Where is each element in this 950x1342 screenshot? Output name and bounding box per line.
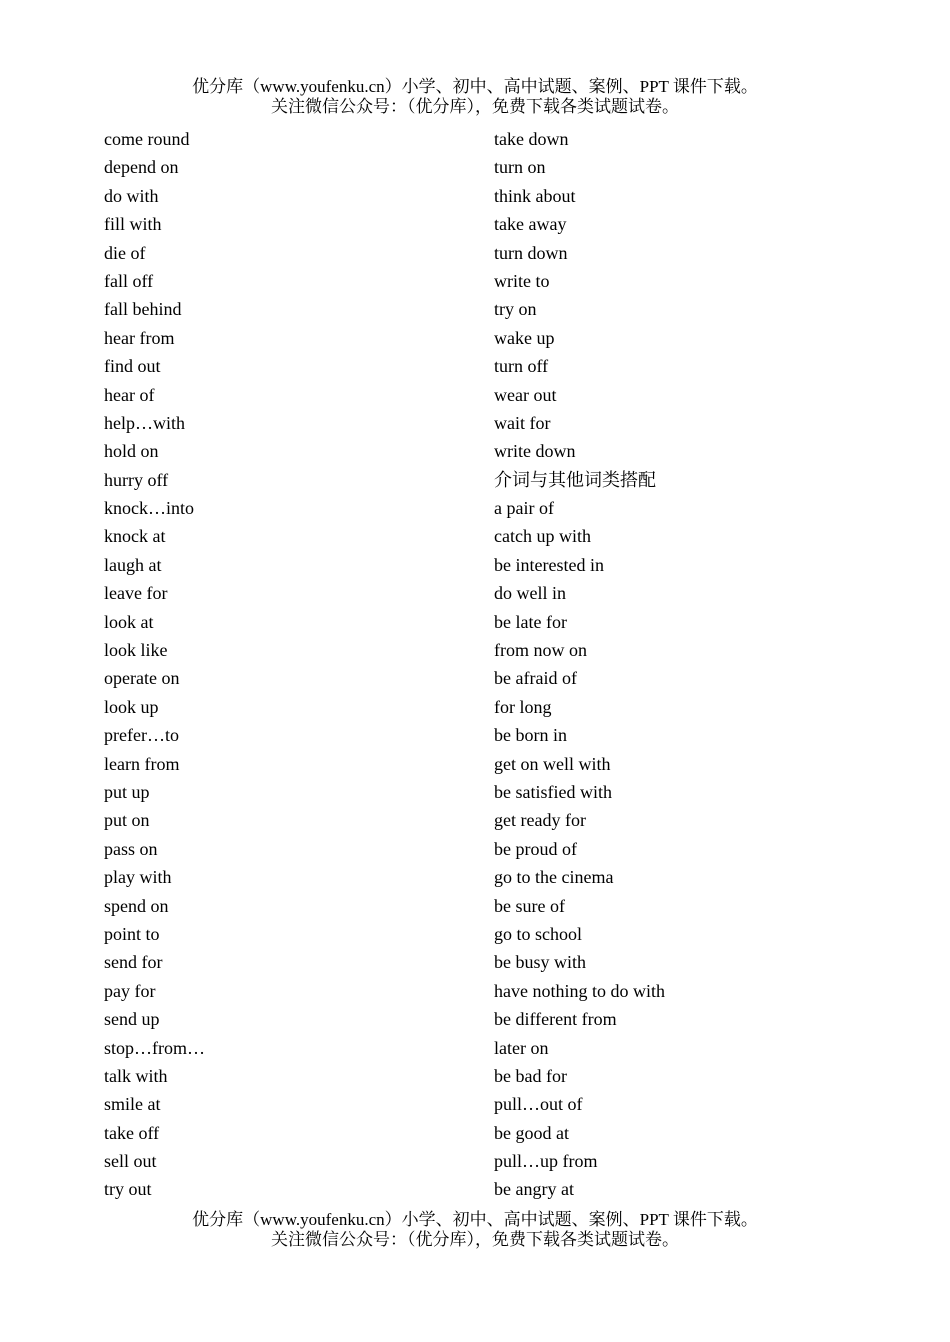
phrase-item: be angry at: [494, 1179, 574, 1200]
phrase-item: from now on: [494, 640, 587, 661]
phrase-item: send up: [104, 1009, 160, 1030]
phrase-item: hear of: [104, 384, 155, 405]
phrase-item: get ready for: [494, 810, 586, 831]
phrase-item: be satisfied with: [494, 781, 612, 802]
phrase-item: talk with: [104, 1065, 168, 1086]
footer-line-1: 优分库（www.youfenku.cn）小学、初中、高中试题、案例、PPT 课件下载。: [192, 1210, 758, 1229]
phrase-item: wear out: [494, 384, 557, 405]
phrase-item: for long: [494, 696, 552, 717]
phrase-item: do with: [104, 185, 159, 206]
phrase-item: turn down: [494, 242, 568, 263]
phrase-item: send for: [104, 952, 163, 973]
phrase-item: be born in: [494, 725, 567, 746]
phrase-item: prefer…to: [104, 725, 179, 746]
right-phrase-column: [494, 125, 665, 1204]
phrase-item: a pair of: [494, 498, 554, 519]
phrase-item: sell out: [104, 1151, 157, 1172]
phrase-item: take off: [104, 1122, 160, 1143]
phrase-item: write down: [494, 441, 576, 462]
phrase-item: put up: [104, 781, 150, 802]
phrase-item: be late for: [494, 611, 567, 632]
phrase-item: hear from: [104, 327, 175, 348]
phrase-item: play with: [104, 867, 172, 888]
phrase-item: do well in: [494, 583, 566, 604]
phrase-item: try on: [494, 299, 537, 320]
phrase-item: come round: [104, 129, 190, 149]
phrase-item: be busy with: [494, 952, 586, 973]
phrase-item: later on: [494, 1037, 549, 1058]
phrase-item: knock…into: [104, 498, 194, 519]
phrase-item: leave for: [104, 583, 168, 604]
phrase-item: get on well with: [494, 753, 611, 774]
phrase-item: 介词与其他词类搭配: [494, 469, 656, 490]
phrase-item: be good at: [494, 1122, 569, 1143]
phrase-item: smile at: [104, 1094, 161, 1115]
phrase-item: find out: [104, 356, 161, 377]
footer-banner: [0, 1210, 950, 1250]
phrase-item: pass on: [104, 838, 158, 859]
phrase-item: write to: [494, 270, 550, 291]
phrase-item: knock at: [104, 526, 166, 547]
phrase-item: turn on: [494, 157, 546, 178]
phrase-item: fill with: [104, 214, 162, 235]
header-line-1: 优分库（www.youfenku.cn）小学、初中、高中试题、案例、PPT 课件下载。: [192, 77, 758, 96]
phrase-item: go to school: [494, 923, 582, 944]
phrase-item: wait for: [494, 412, 551, 433]
phrase-item: look up: [104, 696, 159, 717]
phrase-item: be proud of: [494, 838, 577, 859]
phrase-item: have nothing to do with: [494, 980, 665, 1001]
header-banner: [0, 77, 950, 117]
phrase-item: look at: [104, 611, 154, 632]
phrase-item: stop…from…: [104, 1037, 205, 1058]
footer-line-2: 关注微信公众号：（优分库），免费下载各类试题试卷。: [271, 1230, 679, 1249]
phrase-item: help…with: [104, 412, 185, 433]
header-line-2: 关注微信公众号：（优分库），免费下载各类试题试卷。: [271, 97, 679, 116]
phrase-item: think about: [494, 185, 576, 206]
phrase-item: fall behind: [104, 299, 182, 320]
phrase-item: look like: [104, 640, 168, 661]
phrase-item: die of: [104, 242, 146, 263]
phrase-item: go to the cinema: [494, 867, 614, 888]
phrase-item: pull…out of: [494, 1094, 583, 1115]
phrase-item: learn from: [104, 753, 180, 774]
phrase-item: catch up with: [494, 526, 591, 547]
phrase-item: point to: [104, 923, 160, 944]
phrase-item: put on: [104, 810, 150, 831]
phrase-item: depend on: [104, 157, 179, 178]
phrase-item: operate on: [104, 668, 180, 689]
phrase-item: fall off: [104, 270, 154, 291]
phrase-item: turn off: [494, 356, 549, 377]
phrase-item: try out: [104, 1179, 152, 1200]
phrase-item: be sure of: [494, 895, 565, 916]
phrase-item: be different from: [494, 1009, 617, 1030]
phrase-item: take away: [494, 214, 567, 235]
phrase-item: be interested in: [494, 554, 604, 575]
phrase-item: be afraid of: [494, 668, 577, 689]
phrase-item: hurry off: [104, 469, 169, 490]
phrase-item: wake up: [494, 327, 555, 348]
phrase-item: hold on: [104, 441, 159, 462]
phrase-item: pay for: [104, 980, 156, 1001]
phrase-item: spend on: [104, 895, 169, 916]
phrase-item: pull…up from: [494, 1151, 598, 1172]
phrase-item: laugh at: [104, 554, 162, 575]
phrase-item: take down: [494, 129, 569, 149]
left-phrase-column: [104, 125, 205, 1204]
phrase-item: be bad for: [494, 1065, 567, 1086]
